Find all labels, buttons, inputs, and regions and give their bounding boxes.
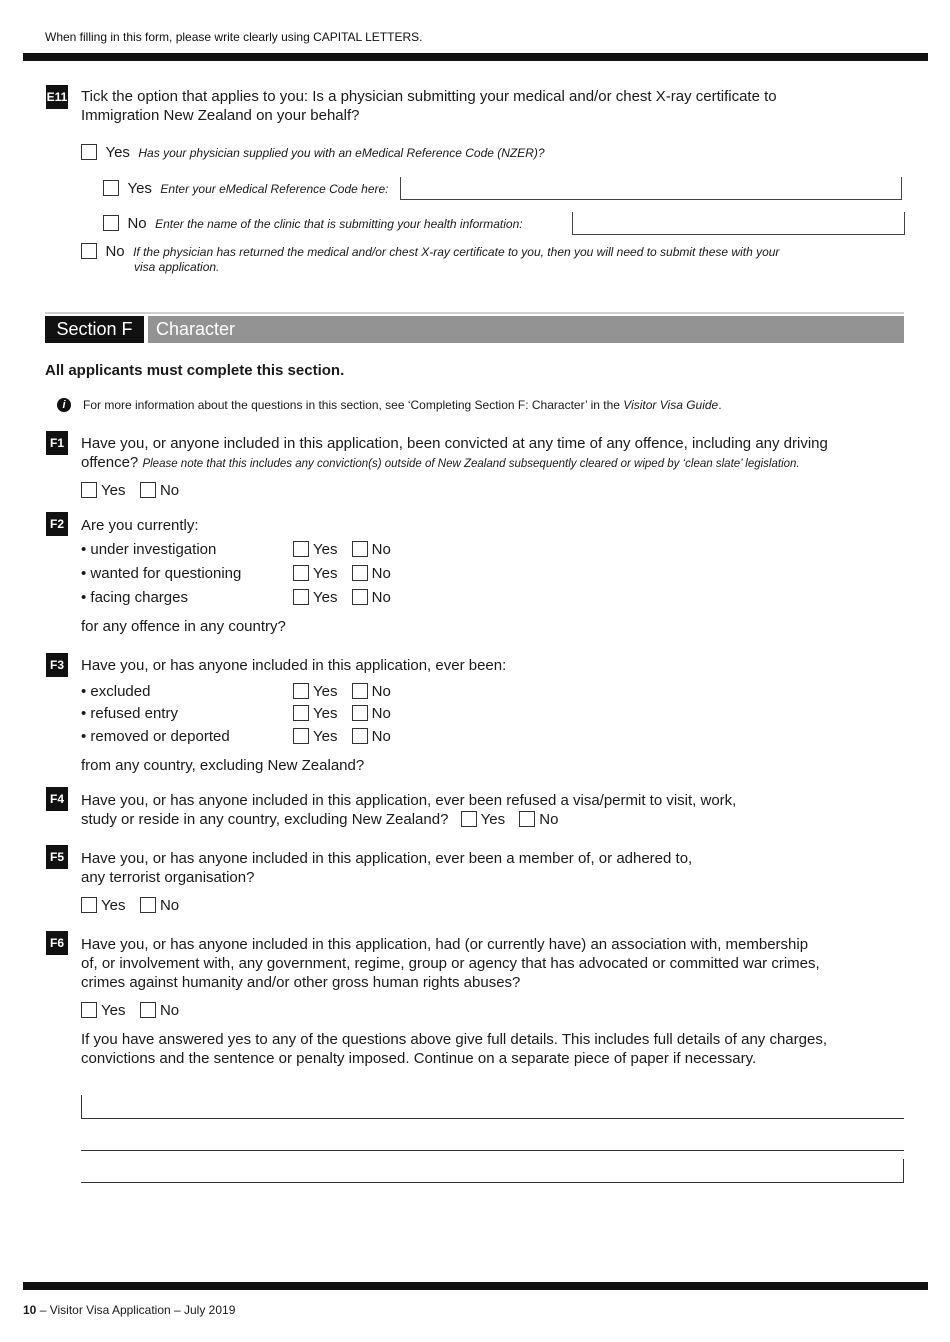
no-label: No (371, 541, 391, 558)
e11-no-note-1: If the physician has returned the medical and/or chest X-ray certificate to you, then you will need to submit these with your (133, 245, 780, 259)
footer-text: – Visitor Visa Application – July 2019 (36, 1303, 236, 1317)
e11-yes-no-label: No (127, 215, 147, 232)
e11-yes-no-row (103, 215, 523, 233)
f6-line1: Have you, or has anyone included in this application, had (or currently have) an association with, membership (81, 936, 809, 953)
question-badge-f3: F3 (46, 653, 68, 677)
info-guide: Visitor Visa Guide (623, 398, 719, 412)
e11-yes-yes-note: Enter your eMedical Reference Code here: (160, 182, 389, 196)
f6-no-label: No (159, 1002, 180, 1019)
f6-no-checkbox[interactable] (140, 1002, 156, 1018)
e11-yes-label: Yes (105, 144, 130, 161)
section-title: Character (148, 316, 904, 343)
question-badge-f2: F2 (46, 512, 68, 536)
bottom-rule (23, 1282, 928, 1290)
question-badge-f4: F4 (46, 787, 68, 811)
f3-outro: from any country, excluding New Zealand? (81, 757, 365, 774)
f1-yes-checkbox[interactable] (81, 482, 97, 498)
e11-no-label: No (105, 243, 125, 260)
yes-label: Yes (313, 541, 338, 558)
f3-item-3-yes-checkbox[interactable] (293, 728, 309, 744)
info-text (83, 398, 722, 412)
footer-page-number: 10 (23, 1303, 37, 1317)
f3-item-2-no-checkbox[interactable] (352, 705, 368, 721)
e11-yes-row (81, 144, 545, 162)
e11-yes-yes-row (103, 180, 389, 198)
f3-item-1-yes-checkbox[interactable] (293, 683, 309, 699)
f5-yes-label: Yes (101, 897, 126, 914)
e11-yes-yes-checkbox[interactable] (103, 180, 119, 196)
question-badge-f1: F1 (46, 431, 68, 455)
f5-line2: any terrorist organisation? (81, 869, 255, 886)
yes-label: Yes (313, 565, 338, 582)
info-icon: i (57, 398, 71, 412)
f3-item-3-answers (293, 728, 401, 745)
yes-label: Yes (313, 589, 338, 606)
yes-label: Yes (313, 683, 338, 700)
f2-item-1-no-checkbox[interactable] (352, 541, 368, 557)
details-line2: convictions and the sentence or penalty imposed. Continue on a separate piece of paper if necessary. (81, 1050, 757, 1067)
no-label: No (371, 705, 391, 722)
f4-yes-label: Yes (480, 811, 506, 828)
f3-intro: Have you, or has anyone included in this application, ever been: (81, 657, 507, 674)
f2-item-1-answers (293, 541, 401, 558)
question-badge-f5: F5 (46, 845, 68, 869)
f6-yes-label: Yes (101, 1002, 126, 1019)
section-header (45, 316, 904, 343)
f2-item-3-yes-checkbox[interactable] (293, 589, 309, 605)
f3-item-1-no-checkbox[interactable] (352, 683, 368, 699)
f1-yes-label: Yes (101, 482, 126, 499)
section-number: Section F (45, 316, 144, 343)
e11-yes-no-note: Enter the name of the clinic that is submitting your health information: (155, 217, 523, 231)
f2-intro: Are you currently: (81, 517, 199, 534)
f2-item-2-yes-checkbox[interactable] (293, 565, 309, 581)
details-line1: If you have answered yes to any of the questions above give full details. This includes full details of any charges, (81, 1031, 827, 1048)
f5-no-label: No (159, 897, 180, 914)
f3-item-2: • refused entry (81, 705, 178, 722)
no-label: No (371, 683, 391, 700)
e11-yes-checkbox[interactable] (81, 144, 97, 160)
f2-item-2-answers (293, 565, 401, 582)
f1-line2-row (81, 453, 800, 474)
f2-item-3: • facing charges (81, 589, 188, 606)
e11-yes-yes-label: Yes (127, 180, 152, 197)
f6-answers (81, 1002, 189, 1020)
header-note: When filling in this form, please write clearly using CAPITAL LETTERS. (45, 30, 423, 44)
f1-no-label: No (159, 482, 180, 499)
section-divider (45, 312, 904, 314)
e11-yes-no-checkbox[interactable] (103, 215, 119, 231)
f3-item-1-answers (293, 683, 401, 700)
f1-line1: Have you, or anyone included in this application, been convicted at any time of any offence, including any driving (81, 435, 828, 452)
info-prefix: For more information about the questions in this section, see ‘Completing Section F: Character’ in the (83, 398, 620, 412)
emedical-code-input[interactable] (400, 177, 902, 200)
f1-line2: offence? (81, 454, 139, 471)
f3-item-2-answers (293, 705, 401, 722)
f5-line1: Have you, or has anyone included in this application, ever been a member of, or adhered to, (81, 850, 693, 867)
f6-line2: of, or involvement with, any government, regime, group or agency that has advocated or committed war crimes, (81, 955, 820, 972)
e11-question: Tick the option that applies to you: Is a physician submitting your medical and/or chest X-ray certificate to Immigration New Zealand on your behalf? (81, 88, 777, 124)
f2-item-3-answers (293, 589, 401, 606)
e11-yes-note: Has your physician supplied you with an eMedical Reference Code (NZER)? (138, 146, 545, 160)
f5-yes-checkbox[interactable] (81, 897, 97, 913)
no-label: No (371, 589, 391, 606)
f5-no-checkbox[interactable] (140, 897, 156, 913)
details-writing-area[interactable] (81, 1095, 904, 1185)
f6-line3: crimes against humanity and/or other gross human rights abuses? (81, 974, 521, 991)
f1-note: Please note that this includes any conviction(s) outside of New Zealand subsequently cleared or wiped by ‘clean slate’ legislation. (142, 458, 800, 470)
yes-label: Yes (313, 705, 338, 722)
f6-yes-checkbox[interactable] (81, 1002, 97, 1018)
f4-no-checkbox[interactable] (519, 811, 535, 827)
no-label: No (371, 565, 391, 582)
f3-item-3: • removed or deported (81, 728, 230, 745)
f3-item-3-no-checkbox[interactable] (352, 728, 368, 744)
clinic-name-input[interactable] (572, 212, 905, 235)
no-label: No (371, 728, 391, 745)
f2-outro: for any offence in any country? (81, 618, 286, 635)
question-badge-f6: F6 (46, 931, 68, 955)
f5-answers (81, 897, 189, 915)
f1-no-checkbox[interactable] (140, 482, 156, 498)
f2-item-1-yes-checkbox[interactable] (293, 541, 309, 557)
f3-item-2-yes-checkbox[interactable] (293, 705, 309, 721)
e11-no-row (81, 243, 779, 261)
e11-no-checkbox[interactable] (81, 243, 97, 259)
f1-answers (81, 482, 189, 500)
f4-line1: Have you, or has anyone included in this application, ever been refused a visa/permit to visit, work, (81, 792, 737, 809)
info-suffix: . (718, 398, 722, 412)
top-rule (23, 53, 928, 61)
question-badge-e11: E11 (46, 85, 68, 109)
footer (23, 1303, 235, 1317)
f2-item-2-no-checkbox[interactable] (352, 565, 368, 581)
f2-item-1: • under investigation (81, 541, 217, 558)
f4-yes-checkbox[interactable] (461, 811, 477, 827)
section-mandatory-note: All applicants must complete this section. (45, 362, 345, 379)
e11-no-note-2: visa application. (134, 260, 220, 274)
f4-line2-row (81, 810, 568, 829)
f2-item-2: • wanted for questioning (81, 565, 242, 582)
f4-line2: study or reside in any country, excluding New Zealand? (81, 811, 449, 828)
f4-no-label: No (539, 811, 559, 828)
yes-label: Yes (313, 728, 338, 745)
f3-item-1: • excluded (81, 683, 151, 700)
f2-item-3-no-checkbox[interactable] (352, 589, 368, 605)
